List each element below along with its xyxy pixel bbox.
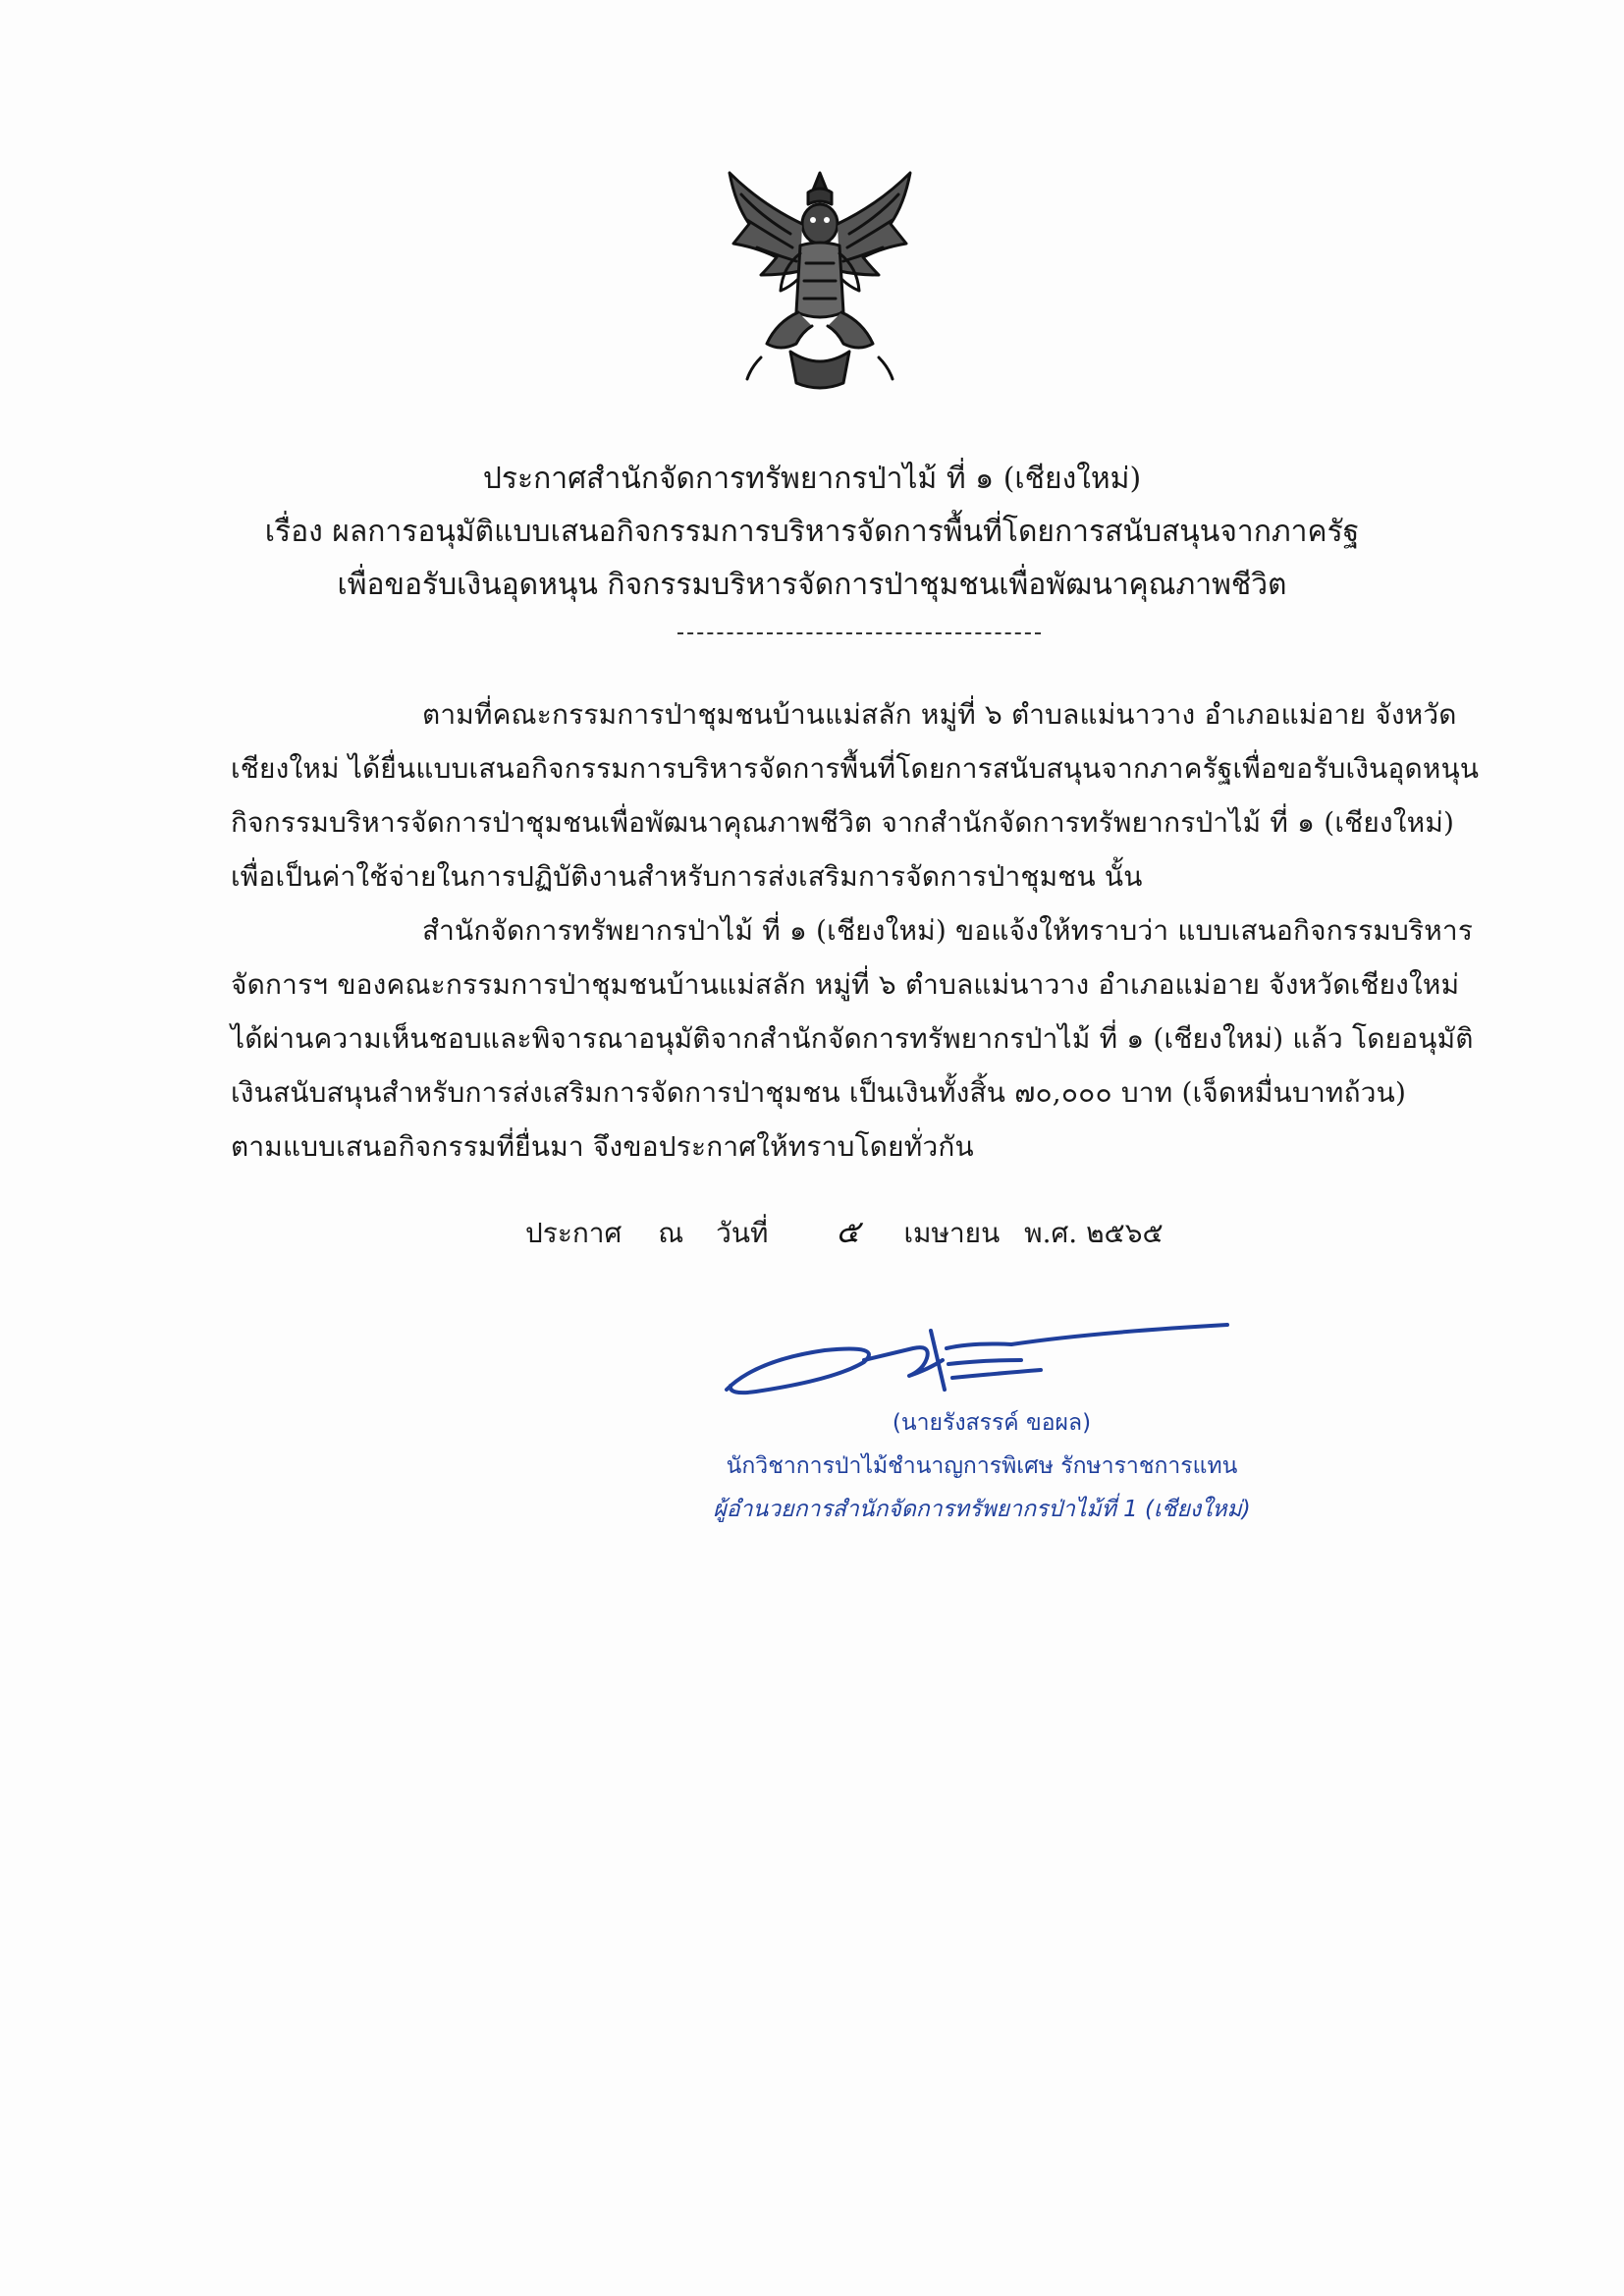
- date-year: พ.ศ. ๒๕๖๕: [1024, 1217, 1164, 1249]
- paragraph-1-line: กิจกรรมบริหารจัดการป่าชุมชนเพื่อพัฒนาคุณภาพชีวิต จากสำนักจัดการทรัพยากรป่าไม้ ที่ ๑ (เชียงใหม่): [231, 806, 1455, 839]
- handwritten-signature: [717, 1321, 1237, 1409]
- date-month: เมษายน: [903, 1217, 1001, 1249]
- paragraph-1-line: เชียงใหม่ ได้ยื่นแบบเสนอกิจกรรมการบริหารจัดการพื้นที่โดยการสนับสนุนจากภาครัฐเพื่อขอรับเงินอุดหนุน: [231, 752, 1480, 785]
- divider: [677, 632, 1041, 634]
- paragraph-2-line: ตามแบบเสนอกิจกรรมที่ยื่นมา จึงขอประกาศให้ทราบโดยทั่วกัน: [231, 1130, 974, 1163]
- paragraph-2-line: ได้ผ่านความเห็นชอบและพิจารณาอนุมัติจากสำนักจัดการทรัพยากรป่าไม้ ที่ ๑ (เชียงใหม่) แล้ว โดยอนุมัติ: [231, 1022, 1474, 1055]
- paragraph-2-line: เงินสนับสนุนสำหรับการส่งเสริมการจัดการป่าชุมชน เป็นเงินทั้งสิ้น ๗๐,๐๐๐ บาท (เจ็ดหมื่นบาทถ้วน): [231, 1076, 1407, 1109]
- paragraph-1-line: เพื่อเป็นค่าใช้จ่ายในการปฏิบัติงานสำหรับการส่งเสริมการจัดการป่าชุมชน นั้น: [231, 860, 1143, 893]
- signatory-position-2: ผู้อำนวยการสำนักจัดการทรัพยากรป่าไม้ที่ 1 (เชียงใหม่): [713, 1497, 1251, 1522]
- subject-line-2: เพื่อขอรับเงินอุดหนุน กิจกรรมบริหารจัดการป่าชุมชนเพื่อพัฒนาคุณภาพชีวิต: [337, 568, 1287, 602]
- signatory-position-1: นักวิชาการป่าไม้ชำนาญการพิเศษ รักษาราชการแทน: [726, 1453, 1238, 1479]
- date-label: ประกาศ: [525, 1217, 623, 1249]
- date-wan-thi: วันที่: [716, 1217, 769, 1249]
- garuda-emblem-icon: [722, 165, 918, 393]
- subject-line: เรื่อง ผลการอนุมัติแบบเสนอกิจกรรมการบริหารจัดการพื้นที่โดยการสนับสนุนจากภาครัฐ: [264, 515, 1360, 549]
- announcement-title: ประกาศสำนักจัดการทรัพยากรป่าไม้ ที่ ๑ (เชียงใหม่): [482, 462, 1142, 496]
- date-day: ๕: [836, 1213, 860, 1250]
- paragraph-1-line: ตามที่คณะกรรมการป่าชุมชนบ้านแม่สลัก หมู่ที่ ๖ ตำบลแม่นาวาง อำเภอแม่อาย จังหวัด: [422, 698, 1457, 731]
- signatory-name: (นายรังสรรค์ ขอผล): [892, 1410, 1092, 1436]
- announcement-date: [525, 1212, 1164, 1253]
- date-na: ณ: [658, 1217, 684, 1249]
- paragraph-2-line: จัดการฯ ของคณะกรรมการป่าชุมชนบ้านแม่สลัก หมู่ที่ ๖ ตำบลแม่นาวาง อำเภอแม่อาย จังหวัดเชียงใหม่: [231, 968, 1460, 1001]
- paragraph-2-line: สำนักจัดการทรัพยากรป่าไม้ ที่ ๑ (เชียงใหม่) ขอแจ้งให้ทราบว่า แบบเสนอกิจกรรมบริหาร: [422, 914, 1474, 947]
